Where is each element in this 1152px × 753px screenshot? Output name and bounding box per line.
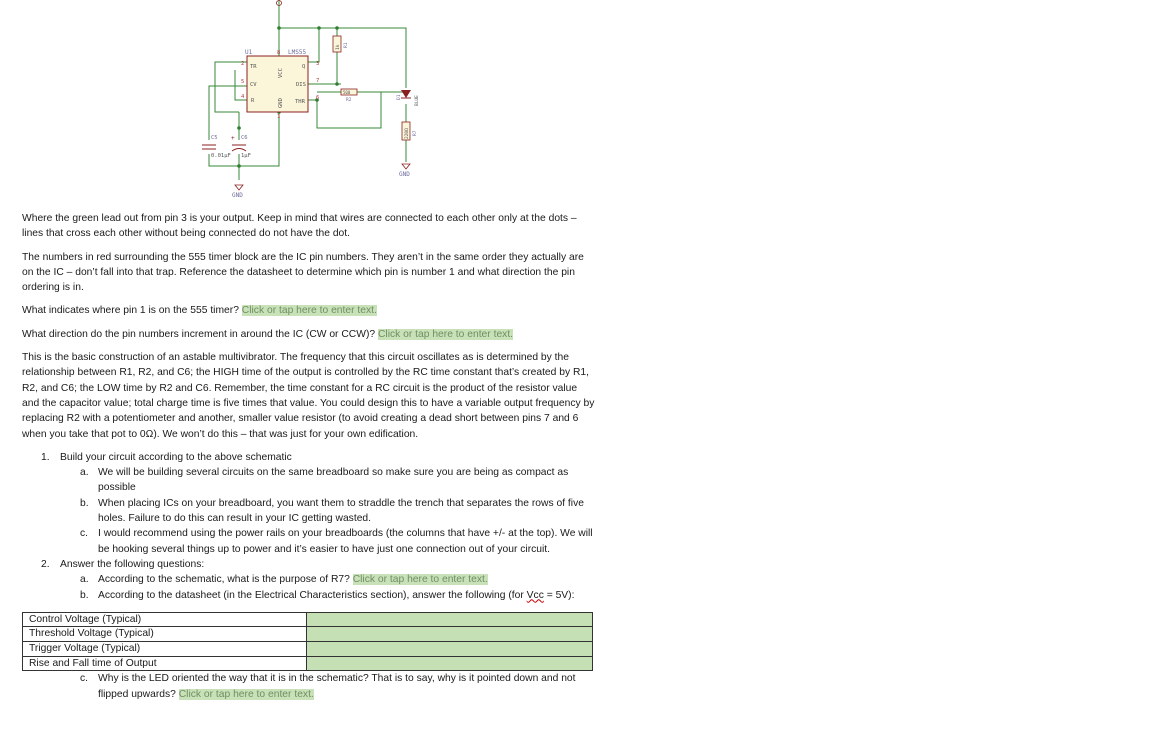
table-row bbox=[23, 642, 593, 657]
table-row bbox=[23, 612, 593, 627]
substep-text-pre: According to the datasheet (in the Electrical Characteristics section), answer the following (for bbox=[98, 589, 527, 601]
pin-num-r: 4 bbox=[241, 94, 245, 100]
led-d1 bbox=[401, 90, 411, 98]
question-direction bbox=[22, 327, 597, 342]
gnd-symbol-left bbox=[235, 185, 243, 190]
table-answer-cell[interactable] bbox=[307, 642, 593, 657]
capacitor-c5 bbox=[202, 145, 216, 149]
table-answer-cell[interactable] bbox=[307, 612, 593, 627]
substep bbox=[60, 572, 597, 587]
r1-ref: R1 bbox=[344, 42, 349, 48]
substep-letter: b. bbox=[80, 589, 89, 601]
pin-num-dis: 7 bbox=[316, 78, 320, 84]
substep bbox=[60, 496, 597, 527]
substep bbox=[60, 526, 597, 557]
c5-value: 0.01µF bbox=[211, 153, 231, 159]
pin-name-vcc: VCC bbox=[278, 68, 284, 78]
pin-num-cv: 5 bbox=[241, 79, 245, 85]
c5-ref: C5 bbox=[211, 135, 218, 141]
step-text: Answer the following questions: bbox=[60, 558, 205, 570]
pin-name-dis: DIS bbox=[296, 82, 306, 88]
paragraph-pin-numbers: The numbers in red surrounding the 555 timer block are the IC pin numbers. They aren’t in the same order they actually are on the IC – don’t fall into that trap. Reference the datasheet to determine which pin is number 1 and what direction the pin ordering is in. bbox=[22, 251, 584, 294]
substep-text: I would recommend using the power rails on your breadboards (the columns that have +/- at the top). We will be hooking several things up to power and it’s easier to have just one connection out of your circuit. bbox=[98, 528, 593, 555]
paragraph-output-note: Where the green lead out from pin 3 is your output. Keep in mind that wires are connected to each other only at the dots – lines that cross each other without being connected do not have the dot. bbox=[22, 213, 577, 240]
schematic-diagram bbox=[195, 0, 425, 202]
r2-ref: R2 bbox=[346, 98, 352, 103]
c6-plus: + bbox=[231, 135, 235, 142]
d1-ref: D1 bbox=[397, 94, 402, 100]
document-body bbox=[22, 211, 597, 702]
vcc-misspelled: Vcc bbox=[526, 589, 544, 601]
r7-value: 220Ω bbox=[405, 128, 410, 139]
substep-letter: c. bbox=[80, 673, 89, 685]
answer-field-pin1[interactable]: Click or tap here to enter text. bbox=[241, 305, 377, 317]
step-number: 1. bbox=[41, 451, 50, 463]
ic-ref: U1 bbox=[245, 49, 253, 56]
substep-text: Why is the LED oriented the way that it is in the schematic? That is to say, why is it pointed down and not flipped upwards? bbox=[98, 673, 576, 700]
substep-list bbox=[60, 572, 597, 603]
pin-name-gnd: GND bbox=[278, 98, 284, 108]
step-1 bbox=[22, 450, 597, 557]
pin-num-q: 3 bbox=[316, 61, 320, 67]
r7-ref: R7 bbox=[413, 130, 418, 136]
capacitor-c6 bbox=[232, 145, 246, 151]
pin-name-thr: THR bbox=[295, 99, 305, 105]
table-answer-cell[interactable] bbox=[307, 656, 593, 671]
pin-name-cv: CV bbox=[250, 82, 257, 88]
paragraph-astable: This is the basic construction of an astable multivibrator. The frequency that this circuit oscillates as is determined by the relationship between R1, R2, and C6; the HIGH time of the output is controlled by the RC time constant that’s created by R1, R2, and C6; the LOW time by R2 and C6. Remember, the time constant for a RC circuit is the product of the resistor value and the capacitor value; total charge time is five times that value. You could design this to have a variable output frequency by replacing R2 with a potentiometer and another, smaller value resistor (to avoid creating a dead short between pins 7 and 6 when you take that pot to 0Ω). We won’t do this – that was just for your own edification. bbox=[22, 352, 595, 440]
substep-letter: a. bbox=[80, 574, 89, 586]
gnd-label-left: GND bbox=[232, 192, 243, 199]
substep-letter: c. bbox=[80, 528, 89, 540]
answer-field-r7-purpose[interactable]: Click or tap here to enter text. bbox=[352, 574, 488, 586]
gnd-symbol-right bbox=[402, 164, 410, 169]
substep bbox=[60, 588, 597, 603]
substep-text: According to the schematic, what is the purpose of R7? bbox=[98, 574, 353, 586]
step-text: Build your circuit according to the above schematic bbox=[60, 451, 292, 463]
substep-list bbox=[60, 465, 597, 557]
datasheet-values-table bbox=[22, 612, 593, 671]
question-direction-text: What direction do the pin numbers increment in around the IC (CW or CCW)? bbox=[22, 328, 378, 340]
substep bbox=[60, 671, 597, 702]
pin-num-vcc: 8 bbox=[277, 50, 281, 56]
ic-part: LMS55 bbox=[288, 49, 307, 56]
c6-ref: C6 bbox=[241, 135, 248, 141]
substep-list-continued bbox=[60, 671, 597, 702]
step-list bbox=[22, 450, 597, 603]
table-label: Control Voltage (Typical) bbox=[23, 612, 307, 627]
pin-num-thr: 6 bbox=[316, 95, 320, 101]
pin-name-r: R bbox=[251, 98, 255, 104]
table-row bbox=[23, 627, 593, 642]
substep-letter: b. bbox=[80, 497, 89, 509]
table-label: Rise and Fall time of Output bbox=[23, 656, 307, 671]
question-pin1 bbox=[22, 303, 597, 318]
pin-num-tr: 2 bbox=[241, 61, 245, 67]
table-label: Threshold Voltage (Typical) bbox=[23, 627, 307, 642]
step-number: 2. bbox=[41, 558, 50, 570]
table-row bbox=[23, 656, 593, 671]
pin-name-q: Q bbox=[302, 64, 306, 70]
d1-value: BLUE bbox=[415, 95, 420, 106]
table-label: Trigger Voltage (Typical) bbox=[23, 642, 307, 657]
r2-value: 500 bbox=[343, 90, 351, 95]
gnd-label-right: GND bbox=[399, 171, 410, 178]
step-2 bbox=[22, 557, 597, 603]
question-pin1-text: What indicates where pin 1 is on the 555 timer? bbox=[22, 305, 242, 317]
substep bbox=[60, 465, 597, 496]
table-answer-cell[interactable] bbox=[307, 627, 593, 642]
r1-value: 1k bbox=[336, 44, 341, 50]
substep-text: When placing ICs on your breadboard, you want them to straddle the trench that separates the rows of five holes. Failure to do this can result in your IC getting wasted. bbox=[98, 497, 584, 525]
substep-text: We will be building several circuits on the same breadboard so make sure you are being as compact as possible bbox=[98, 467, 569, 494]
pin-num-gnd: 1 bbox=[277, 114, 281, 120]
substep-letter: a. bbox=[80, 467, 89, 479]
substep-text-post: = 5V): bbox=[543, 589, 575, 601]
pin-name-tr: TR bbox=[250, 64, 257, 70]
answer-field-direction[interactable]: Click or tap here to enter text. bbox=[377, 328, 514, 340]
c6-value: 1µF bbox=[241, 153, 251, 159]
answer-field-led-orientation[interactable]: Click or tap here to enter text. bbox=[178, 688, 314, 700]
